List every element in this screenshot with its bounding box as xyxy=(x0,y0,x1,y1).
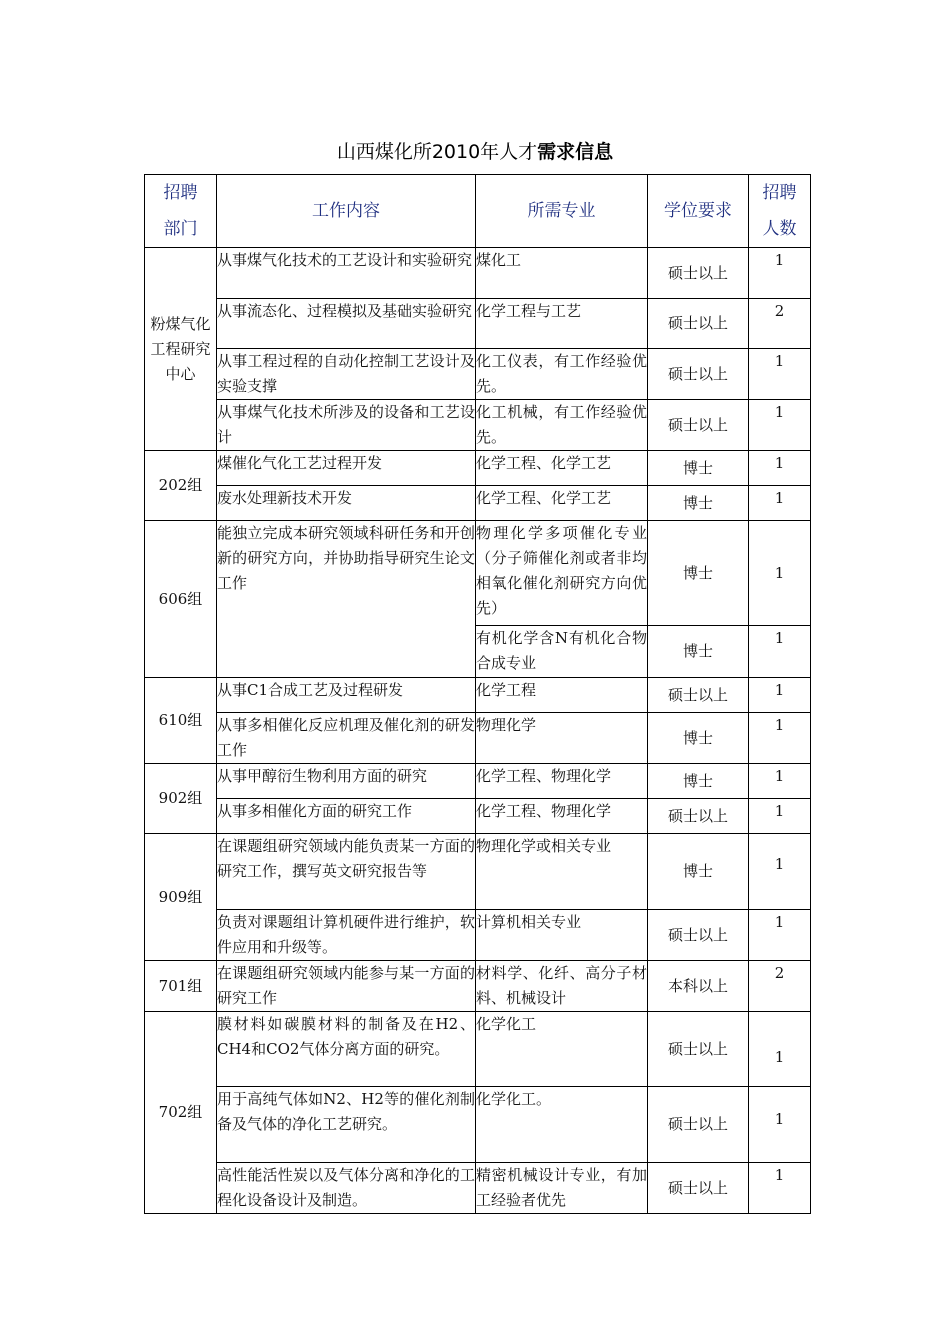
header-dept-line: 部门 xyxy=(163,219,198,239)
degree-cell: 博士 xyxy=(648,521,749,626)
table-row xyxy=(145,1012,811,1087)
degree-cell: 本科以上 xyxy=(648,961,749,1012)
count-cell: 1 xyxy=(749,1163,811,1214)
work-cell: 从事甲醇衍生物利用方面的研究 xyxy=(217,764,476,799)
header-count xyxy=(749,175,811,248)
count-cell: 1 xyxy=(749,764,811,799)
major-cell: 物理化学多项催化专业（分子筛催化剂或者非均相氧化催化剂研究方向优先） xyxy=(476,521,648,626)
header-dept-line: 招聘 xyxy=(163,183,198,203)
header-count-line: 招聘 xyxy=(762,183,797,203)
count-cell: 1 xyxy=(749,678,811,713)
work-cell: 从事多相催化反应机理及催化剂的研发工作 xyxy=(217,713,476,764)
count-cell: 1 xyxy=(749,713,811,764)
degree-cell: 硕士以上 xyxy=(648,799,749,834)
degree-cell: 博士 xyxy=(648,626,749,678)
work-cell: 废水处理新技术开发 xyxy=(217,486,476,521)
work-cell: 从事流态化、过程模拟及基础实验研究 xyxy=(217,299,476,349)
major-cell: 化学化工 xyxy=(476,1012,648,1087)
major-cell: 物理化学 xyxy=(476,713,648,764)
major-cell: 化学化工。 xyxy=(476,1087,648,1163)
degree-cell: 硕士以上 xyxy=(648,910,749,961)
dept-cell: 701组 xyxy=(145,961,217,1012)
count-cell: 1 xyxy=(749,1012,811,1087)
degree-cell: 硕士以上 xyxy=(648,248,749,299)
degree-cell: 博士 xyxy=(648,834,749,910)
work-cell: 用于高纯气体如N2、H2等的催化剂制备及气体的净化工艺研究。 xyxy=(217,1087,476,1163)
work-cell: 从事工程过程的自动化控制工艺设计及实验支撑 xyxy=(217,349,476,400)
dept-cell: 606组 xyxy=(145,521,217,678)
count-cell: 1 xyxy=(749,400,811,451)
page-title xyxy=(0,137,950,164)
table-row xyxy=(145,1087,811,1163)
table-row xyxy=(145,713,811,764)
table-row xyxy=(145,678,811,713)
dept-cell: 粉煤气化工程研究中心 xyxy=(145,248,217,451)
title-emphasis: 需求信息 xyxy=(537,141,614,163)
work-cell: 从事C1合成工艺及过程研发 xyxy=(217,678,476,713)
count-cell: 1 xyxy=(749,521,811,626)
header-dept xyxy=(145,175,217,248)
count-cell: 1 xyxy=(749,910,811,961)
major-cell: 化学工程、物理化学 xyxy=(476,764,648,799)
dept-cell: 202组 xyxy=(145,451,217,521)
degree-cell: 博士 xyxy=(648,764,749,799)
dept-cell: 702组 xyxy=(145,1012,217,1214)
table-row xyxy=(145,910,811,961)
header-row xyxy=(145,175,811,248)
dept-cell: 610组 xyxy=(145,678,217,764)
degree-cell: 硕士以上 xyxy=(648,1087,749,1163)
dept-cell: 902组 xyxy=(145,764,217,834)
major-cell: 化工机械，有工作经验优先。 xyxy=(476,400,648,451)
work-cell: 从事多相催化方面的研究工作 xyxy=(217,799,476,834)
major-cell: 物理化学或相关专业 xyxy=(476,834,648,910)
count-cell: 1 xyxy=(749,626,811,678)
table-row xyxy=(145,799,811,834)
header-degree: 学位要求 xyxy=(648,175,749,248)
title-main: 山西煤化所2010年人才 xyxy=(336,141,538,163)
work-cell: 在课题组研究领域内能参与某一方面的研究工作 xyxy=(217,961,476,1012)
table-row xyxy=(145,834,811,910)
degree-cell: 博士 xyxy=(648,486,749,521)
work-cell: 负责对课题组计算机硬件进行维护，软件应用和升级等。 xyxy=(217,910,476,961)
work-cell: 煤催化气化工艺过程开发 xyxy=(217,451,476,486)
header-major: 所需专业 xyxy=(476,175,648,248)
major-cell: 有机化学含N有机化合物合成专业 xyxy=(476,626,648,678)
count-cell: 2 xyxy=(749,299,811,349)
header-count-line: 人数 xyxy=(762,219,797,239)
recruitment-table xyxy=(144,174,811,1214)
degree-cell: 硕士以上 xyxy=(648,400,749,451)
count-cell: 1 xyxy=(749,248,811,299)
degree-cell: 硕士以上 xyxy=(648,678,749,713)
table-row xyxy=(145,486,811,521)
table-row xyxy=(145,400,811,451)
dept-cell: 909组 xyxy=(145,834,217,961)
major-cell: 化工仪表，有工作经验优先。 xyxy=(476,349,648,400)
count-cell: 1 xyxy=(749,834,811,910)
major-cell: 化学工程、物理化学 xyxy=(476,799,648,834)
degree-cell: 博士 xyxy=(648,713,749,764)
table-row xyxy=(145,248,811,299)
work-cell: 从事煤气化技术的工艺设计和实验研究 xyxy=(217,248,476,299)
count-cell: 1 xyxy=(749,451,811,486)
work-cell: 从事煤气化技术所涉及的设备和工艺设计 xyxy=(217,400,476,451)
table-row xyxy=(145,521,811,626)
degree-cell: 硕士以上 xyxy=(648,1163,749,1214)
count-cell: 1 xyxy=(749,799,811,834)
table-row xyxy=(145,299,811,349)
count-cell: 1 xyxy=(749,486,811,521)
major-cell: 化学工程 xyxy=(476,678,648,713)
count-cell: 2 xyxy=(749,961,811,1012)
work-cell: 在课题组研究领域内能负责某一方面的研究工作，撰写英文研究报告等 xyxy=(217,834,476,910)
table-row xyxy=(145,349,811,400)
degree-cell: 硕士以上 xyxy=(648,349,749,400)
count-cell: 1 xyxy=(749,1087,811,1163)
degree-cell: 博士 xyxy=(648,451,749,486)
work-cell: 高性能活性炭以及气体分离和净化的工程化设备设计及制造。 xyxy=(217,1163,476,1214)
major-cell: 计算机相关专业 xyxy=(476,910,648,961)
table-row xyxy=(145,451,811,486)
header-work: 工作内容 xyxy=(217,175,476,248)
degree-cell: 硕士以上 xyxy=(648,1012,749,1087)
work-cell: 膜材料如碳膜材料的制备及在H2、CH4和CO2气体分离方面的研究。 xyxy=(217,1012,476,1087)
table-row xyxy=(145,764,811,799)
major-cell: 化学工程、化学工艺 xyxy=(476,451,648,486)
major-cell: 精密机械设计专业，有加工经验者优先 xyxy=(476,1163,648,1214)
major-cell: 化学工程、化学工艺 xyxy=(476,486,648,521)
table-row xyxy=(145,1163,811,1214)
count-cell: 1 xyxy=(749,349,811,400)
major-cell: 材料学、化纤、高分子材料、机械设计 xyxy=(476,961,648,1012)
table-row xyxy=(145,961,811,1012)
major-cell: 煤化工 xyxy=(476,248,648,299)
degree-cell: 硕士以上 xyxy=(648,299,749,349)
major-cell: 化学工程与工艺 xyxy=(476,299,648,349)
work-cell: 能独立完成本研究领域科研任务和开创新的研究方向，并协助指导研究生论文工作 xyxy=(217,521,476,678)
